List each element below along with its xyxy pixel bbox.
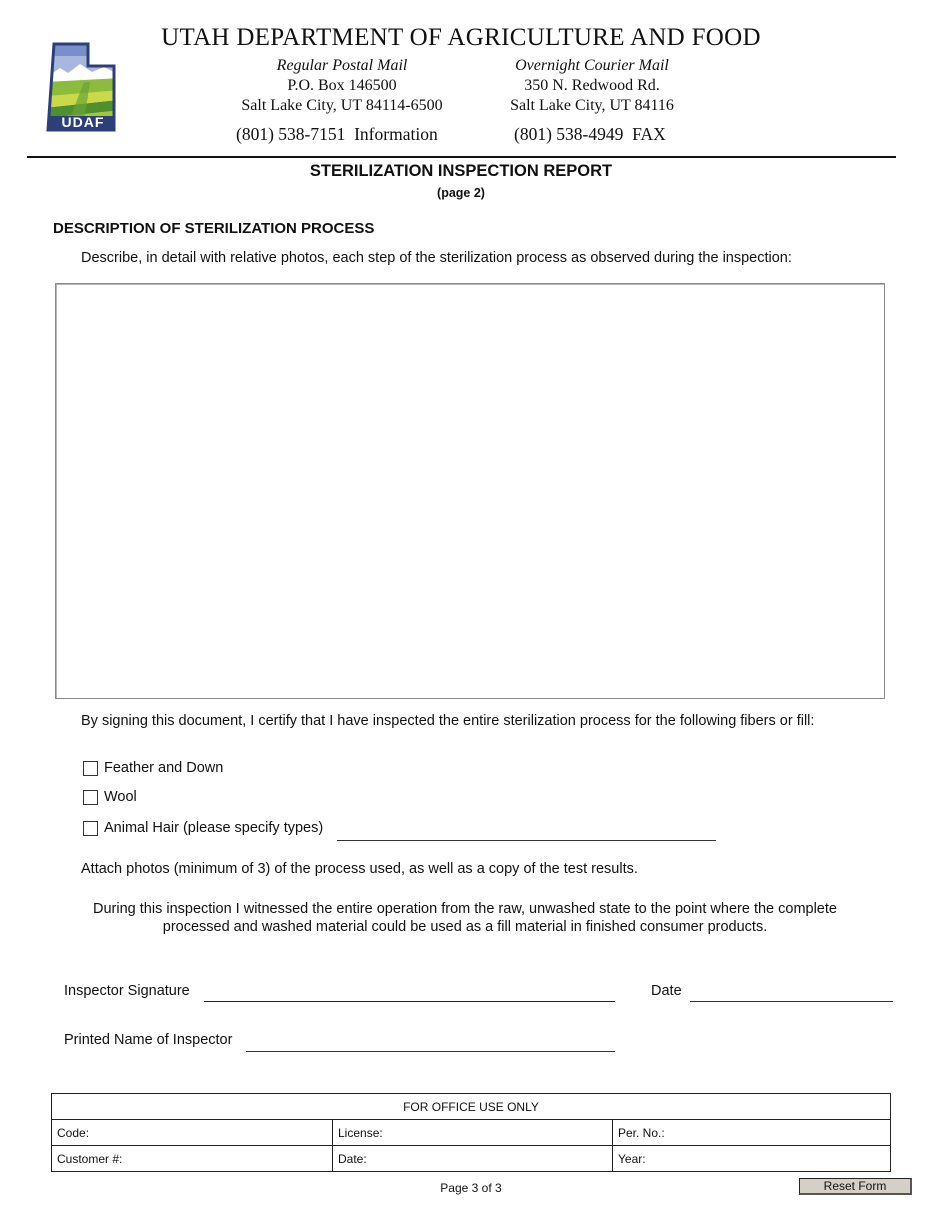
feather-and-down-checkbox[interactable]	[83, 761, 98, 776]
process-description-field[interactable]	[55, 283, 885, 699]
inspector-signature-label: Inspector Signature	[64, 983, 190, 999]
udaf-logo	[46, 42, 120, 134]
feather-and-down-label: Feather and Down	[104, 760, 224, 776]
date-label: Date	[651, 983, 682, 999]
postal-line-1: P.O. Box 146500	[287, 77, 397, 94]
wool-checkbox[interactable]	[83, 790, 98, 805]
page-number: Page 3 of 3	[440, 1181, 502, 1195]
office-date-cell[interactable]: Date:	[333, 1146, 613, 1172]
printed-name-label: Printed Name of Inspector	[64, 1032, 233, 1048]
logo-text: UDAF	[61, 114, 105, 130]
option-feather-and-down	[83, 760, 223, 776]
office-code-cell[interactable]: Code:	[52, 1120, 333, 1146]
office-use-table	[51, 1093, 891, 1172]
header-divider	[27, 156, 896, 158]
office-customer-cell[interactable]: Customer #:	[52, 1146, 333, 1172]
courier-address	[492, 56, 692, 116]
office-use-heading: FOR OFFICE USE ONLY	[52, 1094, 891, 1120]
courier-heading: Overnight Courier Mail	[515, 57, 669, 74]
date-field[interactable]	[690, 1001, 893, 1002]
description-instructions: Describe, in detail with relative photos, each step of the sterilization process as observed during the inspection:	[81, 250, 792, 266]
office-per-no-cell[interactable]: Per. No.:	[613, 1120, 891, 1146]
section-title: DESCRIPTION OF STERILIZATION PROCESS	[53, 220, 375, 237]
postal-heading: Regular Postal Mail	[276, 57, 408, 74]
option-animal-hair	[83, 820, 323, 836]
reset-form-button[interactable]: Reset Form	[799, 1178, 912, 1195]
wool-label: Wool	[104, 789, 137, 805]
inspector-signature-field[interactable]	[204, 1001, 615, 1002]
office-table-row	[52, 1120, 891, 1146]
option-wool	[83, 789, 137, 805]
fax-number: (801) 538-4949 FAX	[514, 124, 666, 144]
animal-hair-types-field[interactable]	[337, 840, 716, 841]
report-page-label: (page 2)	[437, 186, 485, 200]
witness-statement: During this inspection I witnessed the entire operation from the raw, unwashed state to the point where the complete processed and washed material could be used as a fill material in finished consumer products.	[93, 901, 837, 935]
animal-hair-label: Animal Hair (please specify types)	[104, 820, 324, 836]
postal-address	[222, 56, 462, 116]
information-phone: (801) 538-7151 Information	[236, 124, 438, 144]
office-year-cell[interactable]: Year:	[613, 1146, 891, 1172]
certification-statement: By signing this document, I certify that I have inspected the entire sterilization process for the following fibers or fill:	[81, 713, 815, 729]
postal-line-2: Salt Lake City, UT 84114-6500	[241, 97, 443, 114]
office-license-cell[interactable]: License:	[333, 1120, 613, 1146]
courier-line-1: 350 N. Redwood Rd.	[524, 77, 660, 94]
report-title: STERILIZATION INSPECTION REPORT	[309, 162, 613, 180]
attach-photos-note: Attach photos (minimum of 3) of the process used, as well as a copy of the test results.	[81, 861, 638, 877]
office-table-row	[52, 1146, 891, 1172]
office-table-header-row	[52, 1094, 891, 1120]
animal-hair-checkbox[interactable]	[83, 821, 98, 836]
courier-line-2: Salt Lake City, UT 84116	[510, 97, 674, 114]
printed-name-field[interactable]	[246, 1051, 615, 1052]
department-name: UTAH DEPARTMENT OF AGRICULTURE AND FOOD	[161, 24, 761, 51]
